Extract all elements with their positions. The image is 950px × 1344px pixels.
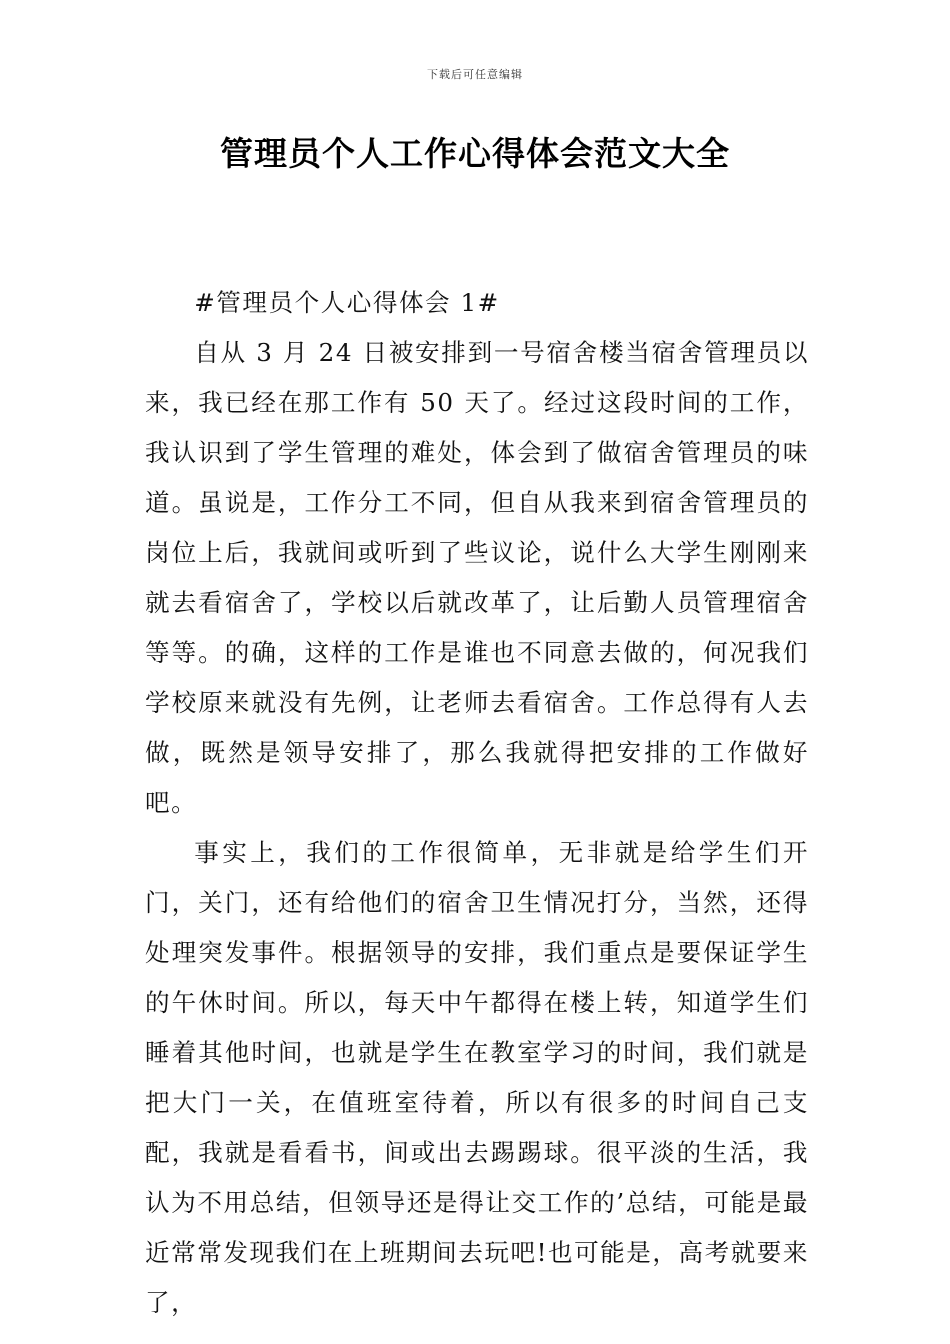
section-heading: #管理员个人心得体会 1# [194, 288, 500, 317]
header-note: 下载后可任意编辑 [427, 68, 523, 81]
document-body [145, 278, 809, 1328]
paragraph-2: 事实上，我们的工作很简单，无非就是给学生们开门，关门，还有给他们的宿舍卫生情况打分，当然，还得处理突发事件。根据领导的安排，我们重点是要保证学生的午休时间。所以，每天中午都得在楼上转，知道学生们睡着其他时间，也就是学生在教室学习的时间，我们就是把大门一关，在值班室待着，所以有很多的时间自己支配，我就是看看书，间或出去踢踢球。很平淡的生活，我认为不用总结，但领导还是得让交工作的’总结，可能是最近常常发现我们在上班期间去玩吧!也可能是，高考就要来了， [145, 838, 809, 1317]
paragraph-1: 自从 3 月 24 日被安排到一号宿舍楼当宿舍管理员以来，我已经在那工作有 50 天了。经过这段时间的工作，我认识到了学生管理的难处，体会到了做宿舍管理员的味道。虽说是，工作分工不同，但自从我来到宿舍管理员的岗位上后，我就间或听到了些议论，说什么大学生刚刚来就去看宿舍了，学校以后就改革了，让后勤人员管理宿舍等等。的确，这样的工作是谁也不同意去做的，何况我们学校原来就没有先例，让老师去看宿舍。工作总得有人去做，既然是领导安排了，那么我就得把安排的工作做好吧。 [145, 338, 809, 817]
document-title: 管理员个人工作心得体会范文大全 [220, 134, 730, 173]
